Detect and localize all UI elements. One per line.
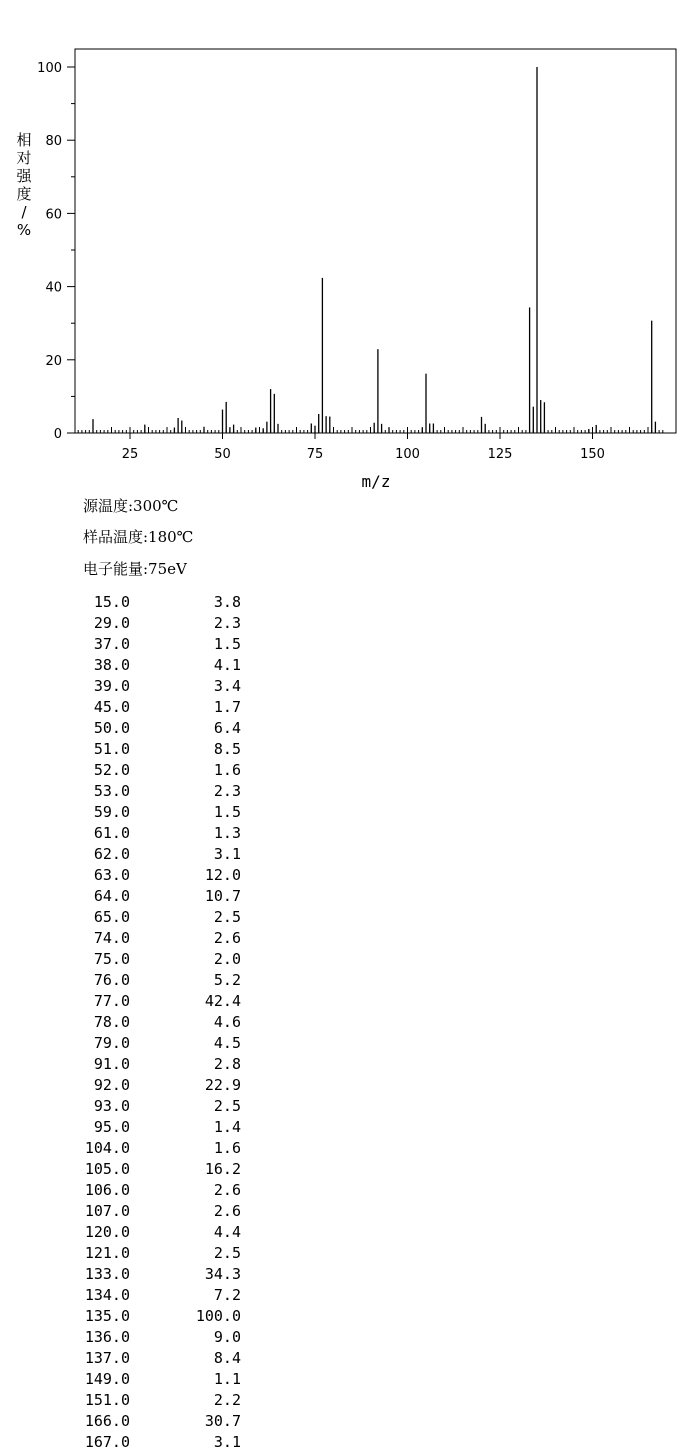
peak-row [70, 907, 270, 928]
y-tick-label: 20 [45, 353, 62, 369]
peak-abundance: 10.7 [204, 887, 241, 905]
peak-mz: 79.0 [93, 1034, 130, 1052]
peak-row [70, 844, 270, 865]
peak-abundance: 1.4 [213, 1118, 241, 1136]
peak-abundance: 100.0 [195, 1307, 241, 1325]
peak-abundance: 8.4 [213, 1349, 241, 1367]
peak-abundance: 1.7 [213, 698, 241, 716]
peak-mz: 120.0 [84, 1223, 130, 1241]
peak-abundance: 22.9 [204, 1076, 241, 1094]
x-tick-label: 75 [306, 447, 324, 462]
peak-abundance: 1.6 [213, 761, 241, 779]
peak-row [70, 781, 270, 802]
peak-mz: 50.0 [93, 719, 130, 737]
peak-mz: 64.0 [93, 887, 130, 905]
peak-mz: 52.0 [93, 761, 130, 779]
y-tick-label: 60 [45, 207, 62, 223]
peak-mz: 92.0 [93, 1076, 130, 1094]
peak-row [70, 1180, 270, 1201]
peak-row [70, 949, 270, 970]
peak-mz: 77.0 [93, 992, 130, 1010]
peak-row [70, 1117, 270, 1138]
peak-row [70, 1243, 270, 1264]
peak-row [70, 1033, 270, 1054]
peak-mz: 151.0 [84, 1391, 130, 1409]
peak-mz: 39.0 [93, 677, 130, 695]
y-tick-label: 100 [37, 61, 62, 76]
peak-abundance: 2.3 [213, 614, 241, 632]
x-tick-label: 50 [214, 447, 231, 462]
peak-abundance: 2.3 [213, 782, 241, 800]
peak-abundance: 9.0 [213, 1328, 241, 1346]
y-axis-label: 相对强度/ % [16, 131, 32, 239]
peak-row [70, 1201, 270, 1222]
peak-row [70, 1159, 270, 1180]
peak-row [70, 886, 270, 907]
peak-abundance: 2.5 [213, 908, 241, 926]
peak-abundance: 3.4 [213, 677, 241, 695]
peak-row [70, 928, 270, 949]
peak-row [70, 697, 270, 718]
x-axis [122, 433, 605, 462]
peak-row [70, 634, 270, 655]
peak-mz: 75.0 [93, 950, 130, 968]
peak-abundance: 3.1 [213, 845, 241, 863]
peak-mz: 121.0 [84, 1244, 130, 1262]
peak-abundance: 12.0 [204, 866, 241, 884]
peak-row [70, 1390, 270, 1411]
peak-row [70, 1138, 270, 1159]
peak-row [70, 592, 270, 613]
peak-abundance: 1.5 [213, 635, 241, 653]
peak-row [70, 823, 270, 844]
peak-row [70, 655, 270, 676]
source-temperature: 源温度:300℃ [83, 497, 179, 515]
peak-abundance: 1.5 [213, 803, 241, 821]
peak-mz: 134.0 [84, 1286, 130, 1304]
peak-abundance: 6.4 [213, 719, 241, 737]
y-tick-label: 80 [45, 134, 62, 150]
peak-mz: 107.0 [84, 1202, 130, 1220]
peak-abundance: 4.6 [213, 1013, 241, 1031]
peak-row [70, 970, 270, 991]
peak-mz: 63.0 [93, 866, 130, 884]
peak-abundance: 1.1 [213, 1370, 241, 1388]
peak-mz: 62.0 [93, 845, 130, 863]
peak-abundance: 4.4 [213, 1223, 241, 1241]
peak-abundance: 4.1 [213, 656, 241, 674]
peak-abundance: 2.8 [213, 1055, 241, 1073]
peak-abundance: 4.5 [213, 1034, 241, 1052]
peak-row [70, 991, 270, 1012]
peak-row [70, 613, 270, 634]
peak-row [70, 1264, 270, 1285]
mass-spectrum-chart [0, 0, 687, 495]
peak-mz: 15.0 [93, 593, 130, 611]
y-axis [37, 61, 75, 442]
x-tick-label: 25 [121, 447, 139, 462]
peak-bars [93, 67, 655, 433]
peak-mz: 135.0 [84, 1307, 130, 1325]
peak-row [70, 1411, 270, 1432]
peak-mz: 59.0 [93, 803, 130, 821]
peak-abundance: 3.1 [213, 1433, 241, 1451]
peak-row [70, 1012, 270, 1033]
peak-mz: 91.0 [93, 1055, 130, 1073]
peak-mz: 65.0 [93, 908, 130, 926]
x-minor-ticks [78, 427, 663, 433]
peak-abundance: 42.4 [204, 992, 241, 1010]
peak-row [70, 1285, 270, 1306]
peak-mz: 137.0 [84, 1349, 130, 1367]
peak-abundance: 16.2 [204, 1160, 241, 1178]
peak-mz: 53.0 [93, 782, 130, 800]
peak-row [70, 865, 270, 886]
peak-abundance: 2.6 [213, 1181, 241, 1199]
peak-mz: 93.0 [93, 1097, 130, 1115]
peak-mz: 76.0 [93, 971, 130, 989]
peak-row [70, 739, 270, 760]
peak-mz: 104.0 [84, 1139, 130, 1157]
peak-abundance: 2.5 [213, 1244, 241, 1262]
peak-row [70, 1306, 270, 1327]
peak-abundance: 2.2 [213, 1391, 241, 1409]
peak-row [70, 1369, 270, 1390]
peak-mz: 149.0 [84, 1370, 130, 1388]
peak-row [70, 676, 270, 697]
peak-abundance: 8.5 [213, 740, 241, 758]
peak-row [70, 760, 270, 781]
peak-mz: 45.0 [93, 698, 130, 716]
peak-mz: 74.0 [93, 929, 130, 947]
peak-abundance: 34.3 [204, 1265, 241, 1283]
peak-row [70, 1054, 270, 1075]
peak-abundance: 30.7 [204, 1412, 241, 1430]
peak-abundance: 7.2 [213, 1286, 241, 1304]
peak-mz: 95.0 [93, 1118, 130, 1136]
x-tick-label: 125 [487, 447, 513, 462]
peak-mz: 166.0 [84, 1412, 130, 1430]
peak-mz: 106.0 [84, 1181, 130, 1199]
sample-temperature: 样品温度:180℃ [83, 528, 194, 546]
peak-mz: 51.0 [93, 740, 130, 758]
peak-abundance: 2.5 [213, 1097, 241, 1115]
peak-mz: 61.0 [93, 824, 130, 842]
electron-energy: 电子能量:75eV [83, 560, 187, 578]
x-tick-label: 100 [395, 447, 420, 462]
y-tick-label: 0 [53, 427, 62, 442]
peak-mz: 167.0 [84, 1433, 130, 1451]
peak-abundance: 1.6 [213, 1139, 241, 1157]
peak-abundance: 5.2 [213, 971, 241, 989]
peak-row [70, 1075, 270, 1096]
x-tick-label: 150 [580, 447, 605, 462]
peak-row [70, 1096, 270, 1117]
peak-mz: 78.0 [93, 1013, 130, 1031]
peak-row [70, 1222, 270, 1243]
peak-mz: 133.0 [84, 1265, 130, 1283]
y-tick-label: 40 [45, 280, 62, 296]
peak-row [70, 802, 270, 823]
peak-mz: 37.0 [93, 635, 130, 653]
peak-mz: 105.0 [84, 1160, 130, 1178]
peak-row [70, 1348, 270, 1369]
peak-abundance: 1.3 [213, 824, 241, 842]
peak-abundance: 3.8 [213, 593, 241, 611]
x-axis-label: m/z [361, 472, 391, 491]
plot-frame [75, 49, 676, 433]
peak-abundance: 2.6 [213, 1202, 241, 1220]
peak-row [70, 1432, 270, 1453]
peak-row [70, 718, 270, 739]
peak-mz: 38.0 [93, 656, 130, 674]
peak-mz: 136.0 [84, 1328, 130, 1346]
peak-row [70, 1327, 270, 1348]
peak-abundance: 2.6 [213, 929, 241, 947]
peak-mz: 29.0 [93, 614, 130, 632]
peak-abundance: 2.0 [213, 950, 241, 968]
